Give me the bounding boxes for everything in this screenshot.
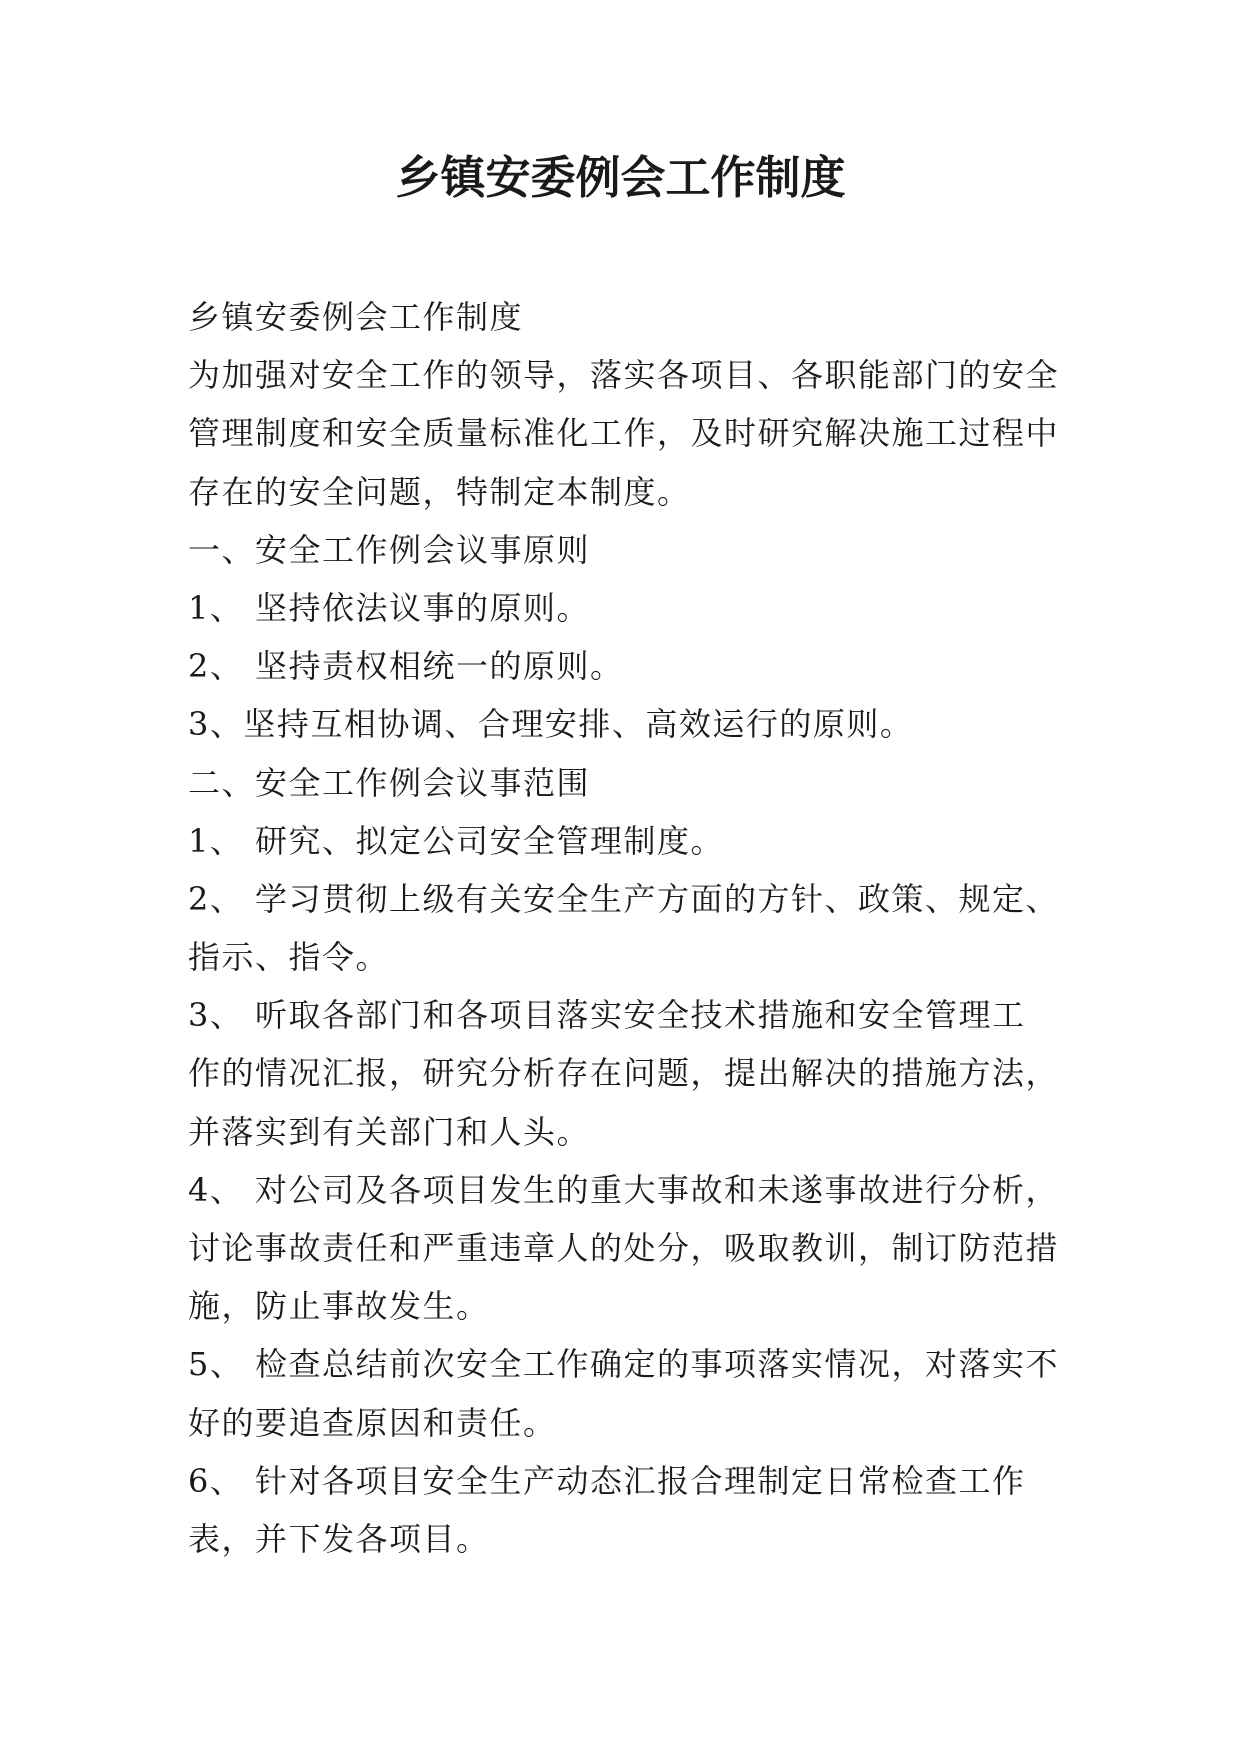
text-line: 作的情况汇报，研究分析存在问题，提出解决的措施方法， [188, 1054, 1060, 1093]
list-item [188, 1452, 1068, 1568]
text-line: 2、 坚持责权相统一的原则。 [188, 647, 624, 686]
text-line: 二、安全工作例会议事范围 [188, 763, 591, 802]
list-item [188, 637, 1068, 695]
text-line: 1、 坚持依法议事的原则。 [188, 588, 591, 627]
text-line: 乡镇安委例会工作制度 [188, 298, 524, 336]
text-line: 一、安全工作例会议事原则 [188, 530, 591, 569]
text-line: 并落实到有关部门和人头。 [188, 1112, 591, 1151]
text-line: 表，并下发各项目。 [188, 1519, 490, 1558]
text-line: 5、 检查总结前次安全工作确定的事项落实情况，对落实不 [188, 1345, 1060, 1384]
text-line: 存在的安全问题，特制定本制度。 [188, 472, 691, 511]
list-item [188, 812, 1068, 870]
text-line: 3、坚持互相协调、合理安排、高效运行的原则。 [188, 705, 914, 744]
text-line: 讨论事故责任和严重违章人的处分，吸取教训，制订防范措 [188, 1229, 1060, 1267]
text-line: 好的要追查原因和责任。 [188, 1403, 557, 1442]
text-line: 管理制度和安全质量标准化工作，及时研究解决施工过程中 [188, 414, 1060, 453]
text-line: 2、 学习贯彻上级有关安全生产方面的方针、政策、规定、 [188, 879, 1060, 918]
text-line: 3、 听取各部门和各项目落实安全技术措施和安全管理工 [188, 996, 1026, 1035]
text-line: 1、 研究、拟定公司安全管理制度。 [188, 821, 725, 860]
document-body [188, 288, 1068, 1568]
section-heading [188, 521, 1068, 579]
paragraph [188, 346, 1068, 521]
list-item [188, 1161, 1068, 1336]
text-line: 4、 对公司及各项目发生的重大事故和未遂事故进行分析， [188, 1170, 1060, 1209]
text-line: 指示、指令。 [188, 938, 390, 977]
list-item [188, 986, 1068, 1161]
section-heading [188, 754, 1068, 812]
text-line: 为加强对安全工作的领导，落实各项目、各职能部门的安全 [188, 356, 1060, 395]
text-line: 6、 针对各项目安全生产动态汇报合理制定日常检查工作 [188, 1461, 1026, 1500]
text-line: 施，防止事故发生。 [188, 1287, 490, 1326]
list-item [188, 870, 1068, 986]
list-item [188, 1335, 1068, 1451]
paragraph [188, 288, 1068, 346]
list-item [188, 579, 1068, 637]
document-title: 乡镇安委例会工作制度 [395, 151, 846, 204]
list-item [188, 695, 1068, 753]
